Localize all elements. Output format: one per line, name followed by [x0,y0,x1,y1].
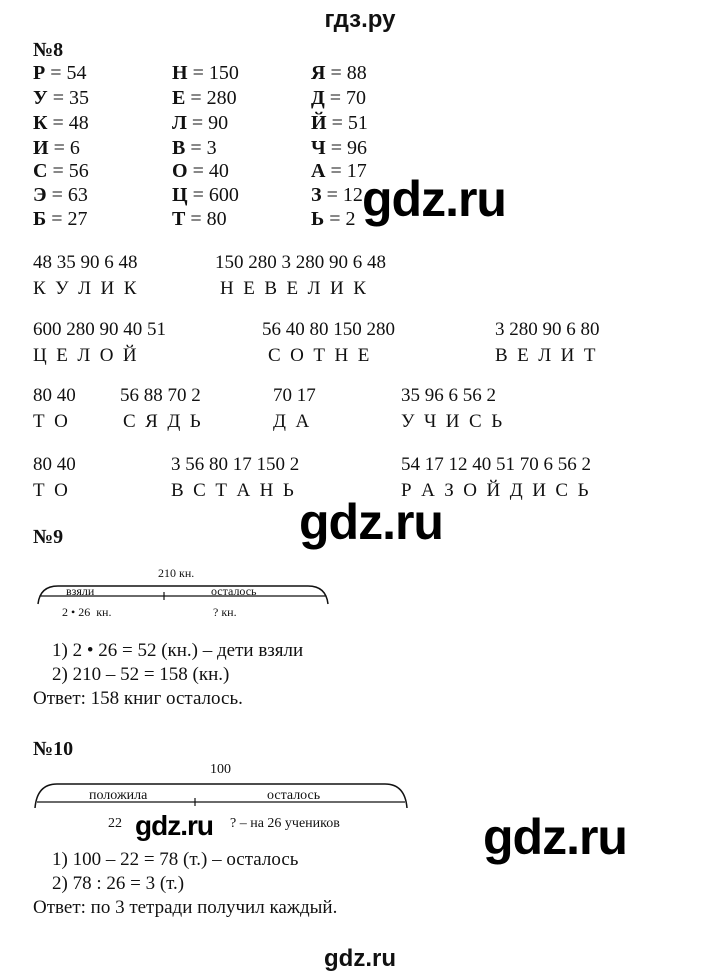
pair-v: В = 3 [172,137,217,159]
pair-ch: Ч = 96 [311,137,367,159]
diagram-total: 100 [210,762,231,777]
watermark: gdz.ru [483,809,627,865]
pair-y: Й = 51 [311,112,368,134]
segment-label-right: осталось [211,584,257,598]
segment-label-right: осталось [267,788,321,803]
pair-ye: Е = 280 [172,87,237,109]
solution-step: 1) 2 • 26 = 52 (кн.) – дети взяли [52,640,304,661]
segment-value-right: ? – на 26 учеников [230,816,340,831]
number-group: 150 280 3 280 90 6 48 [215,252,386,273]
pair-o: О = 40 [172,160,229,182]
number-group: 56 40 80 150 280 [262,319,395,340]
number-group: 70 17 [273,385,316,406]
pair-s: С = 56 [33,160,89,182]
pair-r: Р = 54 [33,62,87,84]
pair-d: Д = 70 [311,87,367,109]
pair-n: Н = 150 [172,62,239,84]
pair-soft: Ь = 2 [311,208,356,230]
pair-ya: Я = 88 [311,62,367,84]
number-group: 80 40 [33,385,76,406]
task9-title: №9 [33,526,64,548]
word-group: В С Т А Н Ь [171,480,294,501]
pair-ts: Ц = 600 [172,184,239,206]
watermark: gdz.ru [135,810,213,841]
number-group: 48 35 90 6 48 [33,252,138,273]
segment-value-left: 22 [108,816,122,831]
pair-z: З = 12 [311,184,363,206]
site-header: гдз.ру [324,6,396,33]
word-group: В Е Л И Т [495,345,596,366]
number-group: 35 96 6 56 2 [401,385,496,406]
number-group: 54 17 12 40 51 70 6 56 2 [401,454,591,475]
number-group: 3 56 80 17 150 2 [171,454,300,475]
answer: Ответ: по 3 тетради получил каждый. [33,897,338,918]
segment-value-right: ? кн. [213,605,237,619]
pair-u: У = 35 [33,87,89,109]
pair-l: Л = 90 [172,112,229,134]
word-group: К У Л И К [33,278,137,299]
number-group: 56 88 70 2 [120,385,201,406]
solution-step: 1) 100 – 22 = 78 (т.) – осталось [52,849,299,870]
watermark: gdz.ru [299,494,443,550]
pair-i: И = 6 [33,137,80,159]
pair-e: Э = 63 [33,184,88,206]
segment-label-left: положила [89,788,148,803]
segment-label-left: взяли [66,584,95,598]
diagram-total: 210 кн. [158,566,195,580]
segment-value-left: 2 • 26 кн. [62,605,112,619]
watermark: gdz.ru [362,171,506,227]
pair-t: Т = 80 [172,208,227,230]
answer: Ответ: 158 книг осталось. [33,688,243,709]
site-footer: gdz.ru [324,945,396,972]
word-group: Ц Е Л О Й [33,345,137,366]
number-group: 600 280 90 40 51 [33,319,166,340]
solution-step: 2) 210 – 52 = 158 (кн.) [52,664,230,685]
word-group: С О Т Н Е [268,345,370,366]
pair-a: А = 17 [311,160,367,182]
number-group: 80 40 [33,454,76,475]
word-group: Т О [33,411,68,432]
word-group: С Я Д Ь [123,411,201,432]
task10-title: №10 [33,738,74,760]
pair-k: К = 48 [33,112,89,134]
word-group: У Ч И С Ь [401,411,503,432]
task8-title: №8 [33,39,64,61]
word-group: Д А [273,411,310,432]
number-group: 3 280 90 6 80 [495,319,600,340]
word-group: Т О [33,480,68,501]
word-group: Р А З О Й Д И С Ь [401,480,589,501]
pair-b: Б = 27 [33,208,88,230]
word-group: Н Е В Е Л И К [220,278,366,299]
solution-step: 2) 78 : 26 = 3 (т.) [52,873,185,894]
